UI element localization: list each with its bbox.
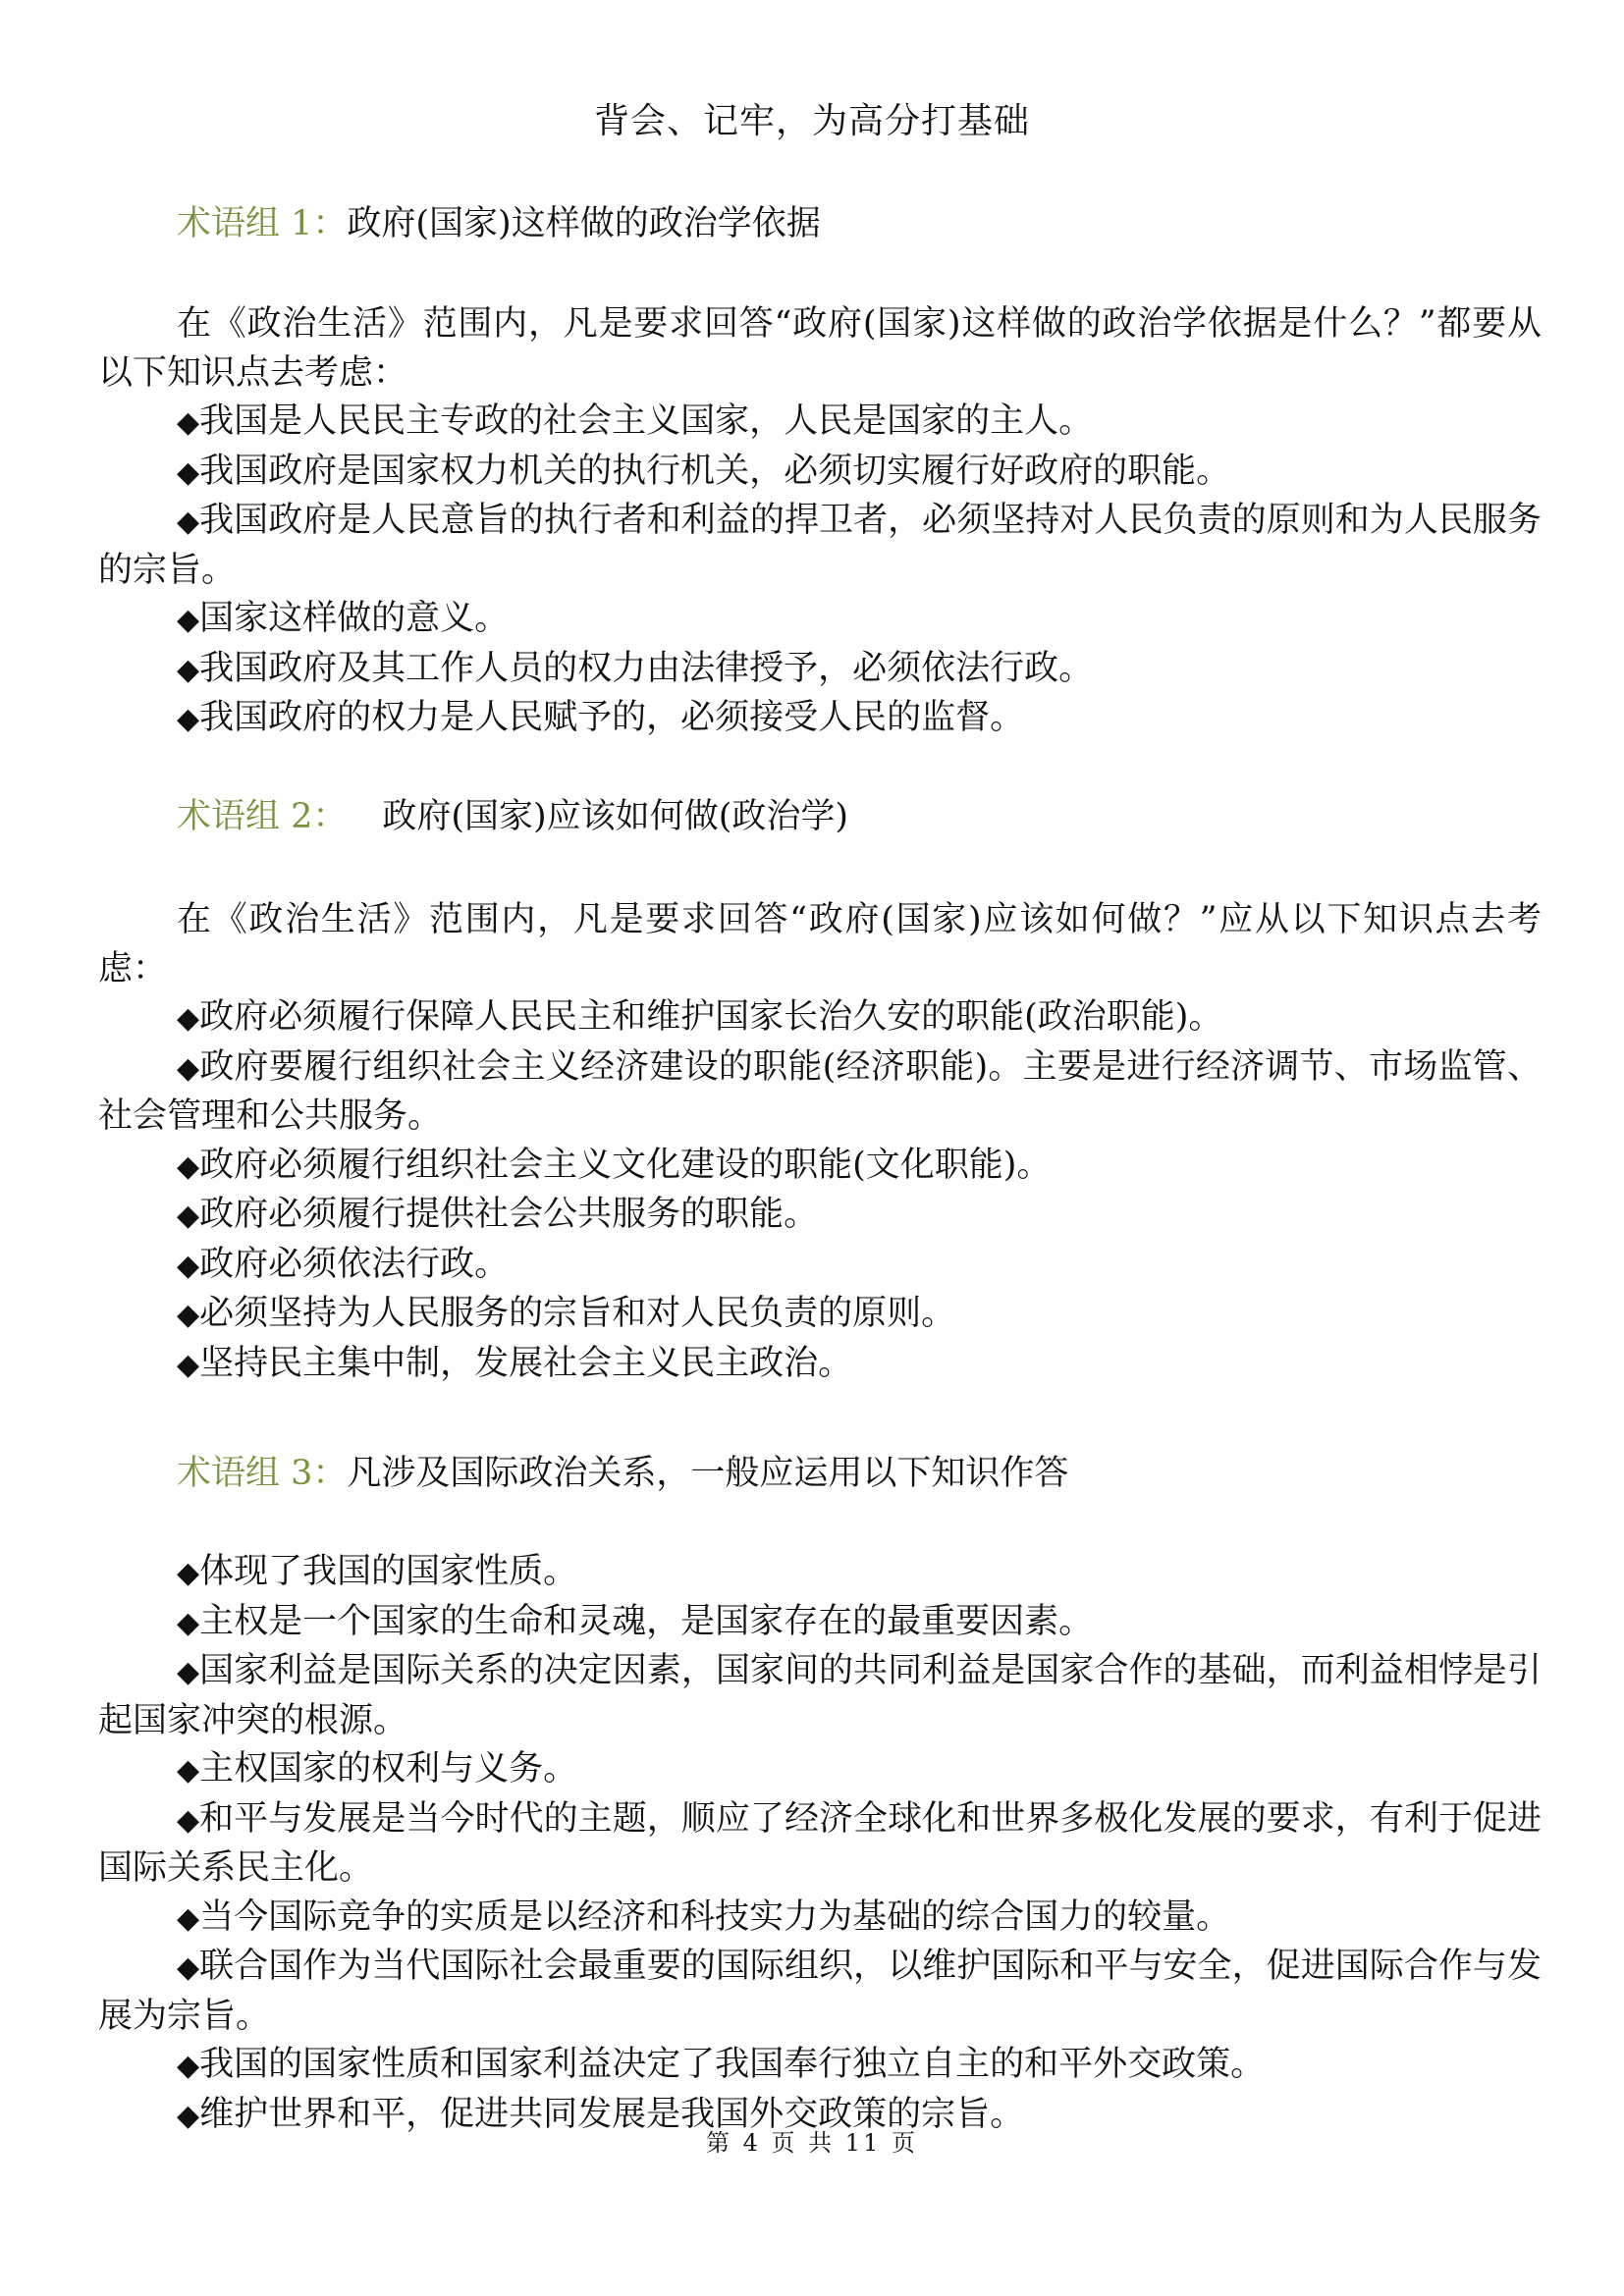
bullet-item [98,1943,1542,2041]
bullet-item [98,448,1542,498]
bullet-text: 联合国作为当代国际社会最重要的国际组织，以维护国际和平与安全，促进国际合作与发展为宗旨。 [98,1947,1542,2036]
section-1-intro: 在《政治生活》范围内，凡是要求回答“政府(国家)这样做的政治学依据是什么？”都要从以下知识点去考虑： [98,304,1542,393]
diamond-bullet-icon: ◆ [177,1248,200,1283]
diamond-bullet-icon: ◆ [177,1050,200,1086]
bullet-item [98,398,1542,448]
diamond-bullet-icon: ◆ [177,603,200,637]
diamond-bullet-icon: ◆ [177,1298,200,1332]
section-1-heading-text: 政府(国家)这样做的政治学依据 [347,204,821,243]
diamond-bullet-icon: ◆ [177,1148,200,1184]
section-1 [98,200,1542,247]
bullet-item [98,497,1542,595]
section-2-term-label: 术语组 2： [177,797,348,836]
section-1-term-label: 术语组 1： [177,204,348,243]
diamond-bullet-icon: ◆ [177,702,200,736]
bullet-item [98,595,1542,645]
page-title: 背会、记牢，为高分打基础 [593,101,1030,141]
bullet-text: 必须坚持为人民服务的宗旨和对人民负责的原则。 [199,1294,956,1333]
bullet-item [98,1795,1542,1894]
bullet-text: 政府必须履行组织社会主义文化建设的职能(文化职能)。 [199,1145,1052,1185]
diamond-bullet-icon: ◆ [177,1001,200,1036]
bullet-item [98,1043,1542,1142]
section-2-bullets [98,993,1542,1389]
section-3-bullets [98,1548,1542,2140]
bullet-text: 和平与发展是当今时代的主题，顺应了经济全球化和世界多极化发展的要求，有利于促进国际关系民主化。 [98,1798,1542,1888]
section-2-heading-text: 政府(国家)应该如何做(政治学) [382,797,849,836]
section-2-intro: 在《政治生活》范围内，凡是要求回答“政府(国家)应该如何做？”应从以下知识点去考虑： [98,900,1542,988]
bullet-text: 主权是一个国家的生命和灵魂，是国家存在的最重要因素。 [199,1601,1094,1641]
section-1-body [98,299,1542,744]
diamond-bullet-icon: ◆ [177,1900,200,1936]
bullet-item [98,1548,1542,1598]
bullet-text: 我国政府是国家权力机关的执行机关，必须切实履行好政府的职能。 [199,451,1231,491]
section-3-heading [98,1450,1542,1497]
bullet-item [98,2041,1542,2091]
diamond-bullet-icon: ◆ [177,2049,200,2083]
bullet-text: 我国政府是人民意旨的执行者和利益的捍卫者，必须坚持对人民负责的原则和为人民服务的宗旨。 [98,501,1542,590]
bullet-text: 政府必须履行保障人民民主和维护国家长治久安的职能(政治职能)。 [199,997,1223,1037]
diamond-bullet-icon: ◆ [177,1347,200,1382]
bullet-text: 主权国家的权利与义务。 [199,1749,578,1789]
diamond-bullet-icon: ◆ [177,1950,200,1985]
diamond-bullet-icon: ◆ [177,405,200,440]
section-2 [98,793,1542,840]
bullet-item [98,1290,1542,1340]
bullet-item [98,993,1542,1043]
diamond-bullet-icon: ◆ [177,1199,200,1233]
bullet-item [98,645,1542,695]
diamond-bullet-icon: ◆ [177,1605,200,1640]
diamond-bullet-icon: ◆ [177,1556,200,1590]
section-1-heading [98,200,1542,247]
bullet-item [98,1191,1542,1241]
diamond-bullet-icon: ◆ [177,454,200,490]
bullet-item [98,1340,1542,1390]
bullet-text: 维护世界和平，促进共同发展是我国外交政策的宗旨。 [199,2094,1025,2134]
bullet-text: 政府必须履行提供社会公共服务的职能。 [199,1195,819,1234]
section-3-heading-text: 凡涉及国际政治关系，一般应运用以下知识作答 [347,1454,1069,1493]
diamond-bullet-icon: ◆ [177,1802,200,1838]
bullet-text: 国家这样做的意义。 [199,599,510,638]
bullet-text: 我国政府及其工作人员的权力由法律授予，必须依法行政。 [199,648,1094,688]
bullet-text: 坚持民主集中制，发展社会主义民主政治。 [199,1343,853,1383]
section-2-heading [98,793,1542,840]
diamond-bullet-icon: ◆ [177,1655,200,1689]
diamond-bullet-icon: ◆ [177,652,200,687]
bullet-item [98,694,1542,744]
section-3-body [98,1548,1542,2140]
diamond-bullet-icon: ◆ [177,1753,200,1788]
bullet-item [98,1647,1542,1745]
section-1-bullets [98,398,1542,744]
bullet-text: 我国是人民民主专政的社会主义国家，人民是国家的主人。 [199,401,1094,441]
section-3 [98,1450,1542,1497]
diamond-bullet-icon: ◆ [177,505,200,539]
bullet-text: 我国的国家性质和国家利益决定了我国奉行独立自主的和平外交政策。 [199,2045,1266,2084]
bullet-text: 当今国际竞争的实质是以经济和科技实力为基础的综合国力的较量。 [199,1896,1231,1937]
bullet-item [98,1894,1542,1944]
bullet-item [98,1142,1542,1192]
page-footer: 第 4 页 共 11 页 [706,2129,918,2157]
diamond-bullet-icon: ◆ [177,2098,200,2133]
bullet-item [98,1598,1542,1648]
section-3-term-label: 术语组 3： [177,1454,348,1493]
bullet-text: 政府必须依法行政。 [199,1244,510,1284]
bullet-item [98,1241,1542,1291]
bullet-text: 国家利益是国际关系的决定因素，国家间的共同利益是国家合作的基础，而利益相悖是引起国家冲突的根源。 [98,1651,1542,1740]
bullet-item [98,1745,1542,1795]
bullet-text: 政府要履行组织社会主义经济建设的职能(经济职能)。主要是进行经济调节、市场监管、社会管理和公共服务。 [98,1046,1542,1136]
bullet-text: 体现了我国的国家性质。 [199,1552,578,1591]
section-2-body [98,895,1542,1389]
bullet-text: 我国政府的权力是人民赋予的，必须接受人民的监督。 [199,698,1025,737]
